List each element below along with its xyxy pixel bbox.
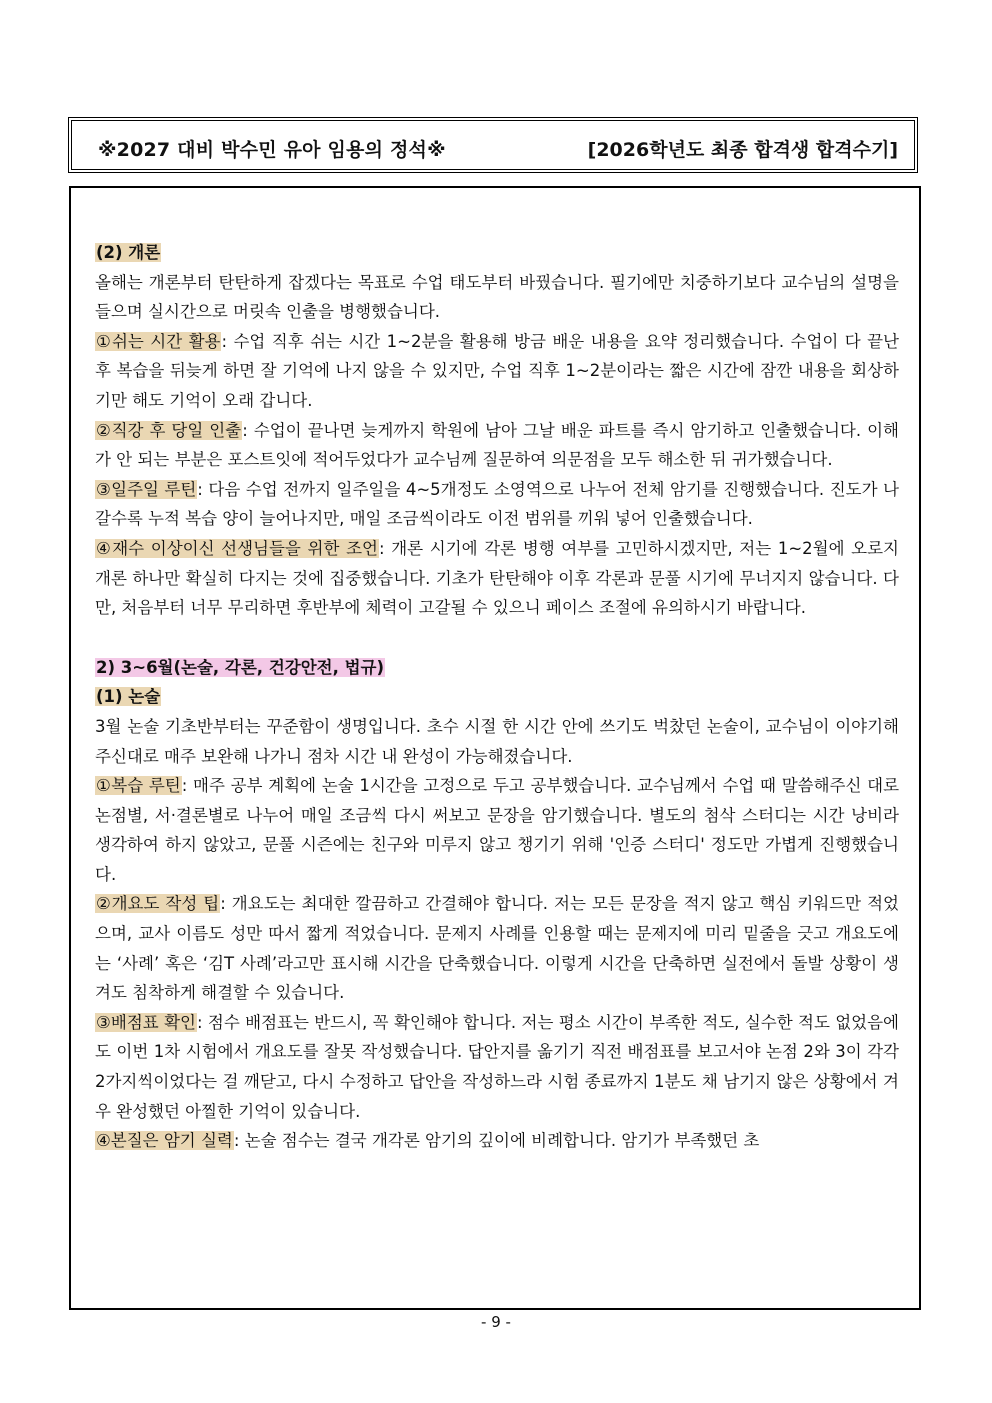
tip-text: : 수업이 끝나면 늦게까지 학원에 남아 그날 배운 파트를 즉시 암기하고 인출했습니다. 이해가 안 되는 부분은 포스트잇에 적어두었다가 교수님께 질문하여 의문점을 모두 해소한 뒤 귀가했습니다.	[95, 420, 899, 470]
tip-item	[95, 475, 899, 534]
tip-text: : 수업 직후 쉬는 시간 1~2분을 활용해 방금 배운 내용을 요약 정리했습니다. 수업이 다 끝난 후 복습을 뒤늦게 하면 잘 기억에 나지 않을 수 있지만, 수업 직후 1~2분이라는 짧은 시간에 잠깐 내용을 회상하기만 해도 기억이 오래 갑니다.	[95, 331, 899, 410]
document-section-title: [2026학년도 최종 합격생 합격수기]	[587, 139, 898, 161]
paragraph-essay-intro: 3월 논술 기초반부터는 꾸준함이 생명입니다. 초수 시절 한 시간 안에 쓰기도 벅찼던 논술이, 교수님이 이야기해주신대로 매주 보완해 나가니 점차 시간 내 완성이 가능해졌습니다.	[95, 716, 899, 766]
document-series-title: ※2027 대비 박수민 유아 임용의 정석※	[98, 139, 446, 161]
content-body	[95, 238, 899, 1156]
tip-item	[95, 327, 899, 416]
subsection-heading-essay	[95, 682, 899, 712]
tip-text: : 논술 점수는 결국 개각론 암기의 깊이에 비례합니다. 암기가 부족했던 초	[233, 1131, 760, 1151]
tip-item	[95, 534, 899, 623]
tip-item	[95, 889, 899, 1007]
paragraph-intro-theory: 올해는 개론부터 탄탄하게 잡겠다는 목표로 수업 태도부터 바꿨습니다. 필기에만 치중하기보다 교수님의 설명을 들으며 실시간으로 머릿속 인출을 병행했습니다.	[95, 272, 899, 322]
tip-label: ①쉬는 시간 활용	[96, 331, 221, 351]
tip-item	[95, 1126, 899, 1156]
tip-label: ③일주일 루틴	[96, 479, 197, 499]
tip-label: ④본질은 암기 실력	[96, 1131, 233, 1151]
tip-label: ③배점표 확인	[96, 1012, 196, 1032]
tip-text: : 개론 시기에 각론 병행 여부를 고민하시겠지만, 저는 1~2월에 오로지 개론 하나만 확실히 다지는 것에 집중했습니다. 기초가 탄탄해야 이후 각론과 문풀 시기에 무너지지 않습니다. 다만, 처음부터 너무 무리하면 후반부에 체력이 고갈될 수 있으니 페이스 조절에 유의하시기 바랍니다.	[95, 538, 899, 618]
section-heading-march-june	[95, 653, 899, 683]
section-heading-label: 2) 3~6월(논술, 각론, 건강안전, 법규)	[96, 657, 385, 677]
tip-item	[95, 416, 899, 475]
tip-item	[95, 771, 899, 889]
tip-label: ②개요도 작성 팁	[96, 894, 220, 914]
header-box	[68, 117, 918, 173]
tip-text: : 매주 공부 계획에 논술 1시간을 고정으로 두고 공부했습니다. 교수님께서 수업 때 말씀해주신 대로 논점별, 서·결론별로 나누어 매일 조금씩 다시 써보고 문장을 암기했습니다. 별도의 첨삭 스터디는 시간 낭비라 생각하여 하지 않았고, 문풀 시즌에는 친구와 미루지 않고 챙기기 위해 '인증 스터디' 정도만 가볍게 진행했습니다.	[95, 776, 900, 884]
section-spacer	[95, 623, 899, 653]
subsection-heading-label: (1) 논술	[96, 687, 161, 707]
section-heading-intro-theory	[95, 238, 899, 268]
section-heading-label: (2) 개론	[96, 243, 161, 262]
tip-text: : 다음 수업 전까지 일주일을 4~5개정도 소영역으로 나누어 전체 암기를 진행했습니다. 진도가 나갈수록 누적 복습 양이 늘어나지만, 매일 조금씩이라도 이전 범위를 끼워 넣어 인출했습니다.	[95, 479, 899, 529]
tip-item	[95, 1008, 899, 1126]
tip-label: ②직강 후 당일 인출	[96, 420, 242, 440]
tip-label: ①복습 루틴	[96, 776, 181, 796]
tip-text: : 점수 배점표는 반드시, 꼭 확인해야 합니다. 저는 평소 시간이 부족한 적도, 실수한 적도 없었음에도 이번 1차 시험에서 개요도를 잘못 작성했습니다. 답안지를 옮기기 직전 배점표를 보고서야 논점 2와 3이 각각 2가지씩이었다는 걸 깨닫고, 다시 수정하고 답안을 작성하느라 시험 종료까지 1분도 채 남기지 않은 상황에서 겨우 완성했던 아찔한 기억이 있습니다.	[95, 1012, 899, 1121]
tip-label: ④재수 이상이신 선생님들을 위한 조언	[96, 538, 378, 558]
tip-text: : 개요도는 최대한 깔끔하고 간결해야 합니다. 저는 모든 문장을 적지 않고 핵심 키워드만 적었으며, 교사 이름도 성만 따서 짧게 적었습니다. 문제지 사례를 인용할 때는 문제지에 미리 밑줄을 긋고 개요도에는 ‘사례’ 혹은 ‘김T 사례’라고만 표시해 시간을 단축했습니다. 이렇게 시간을 단축하면 실전에서 돌발 상황이 생겨도 침착하게 해결할 수 있습니다.	[95, 894, 899, 1003]
content-box	[69, 186, 921, 1310]
page-number: - 9 -	[481, 1313, 511, 1331]
